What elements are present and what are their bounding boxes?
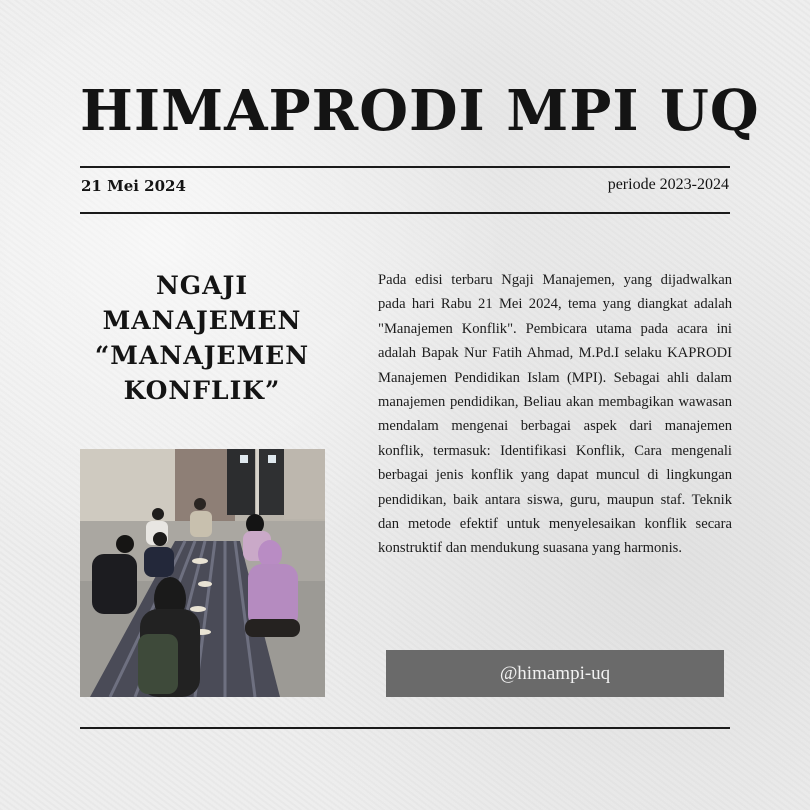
page-title: HIMAPRODI MPI UQ bbox=[80, 78, 760, 144]
headline-line-2: “MANAJEMEN bbox=[94, 341, 310, 370]
social-handle-box bbox=[386, 650, 724, 697]
headline-line-1: NGAJI MANAJEMEN bbox=[102, 271, 302, 335]
issue-date: 21 Mei 2024 bbox=[81, 177, 186, 195]
social-handle: @himampi-uq bbox=[499, 662, 611, 684]
bottom-divider bbox=[80, 727, 730, 729]
article-headline bbox=[62, 268, 342, 408]
top-divider bbox=[80, 166, 730, 168]
article-body: Pada edisi terbaru Ngaji Manajemen, yang dijadwalkan pada hari Rabu 21 Mei 2024, tema yang diangkat adalah "Manajemen Konflik". Pembicara utama pada acara ini adalah Bapak Nur Fatih Ahmad, M.Pd.I selaku KAPRODI Manajemen Pendidikan Islam (MPI). Sebagai ahli dalam manajemen pendidikan, Beliau akan membagikan wawasan mendalam mengenai berbagai aspek dari manajemen konflik, termasuk: Identifikasi Konflik, Cara mengenali berbagai jenis konflik yang dapat muncul di lingkungan pendidikan, baik antara siswa, guru, maupun staf. Teknik dan metode efektif untuk menyelesaikan konflik secara konstruktif dan mendukung suasana yang harmonis. bbox=[378, 272, 732, 557]
period-label: periode 2023-2024 bbox=[607, 176, 729, 193]
header-divider bbox=[80, 212, 730, 214]
headline-line-3: KONFLIK” bbox=[123, 376, 281, 405]
event-photo bbox=[80, 449, 325, 697]
